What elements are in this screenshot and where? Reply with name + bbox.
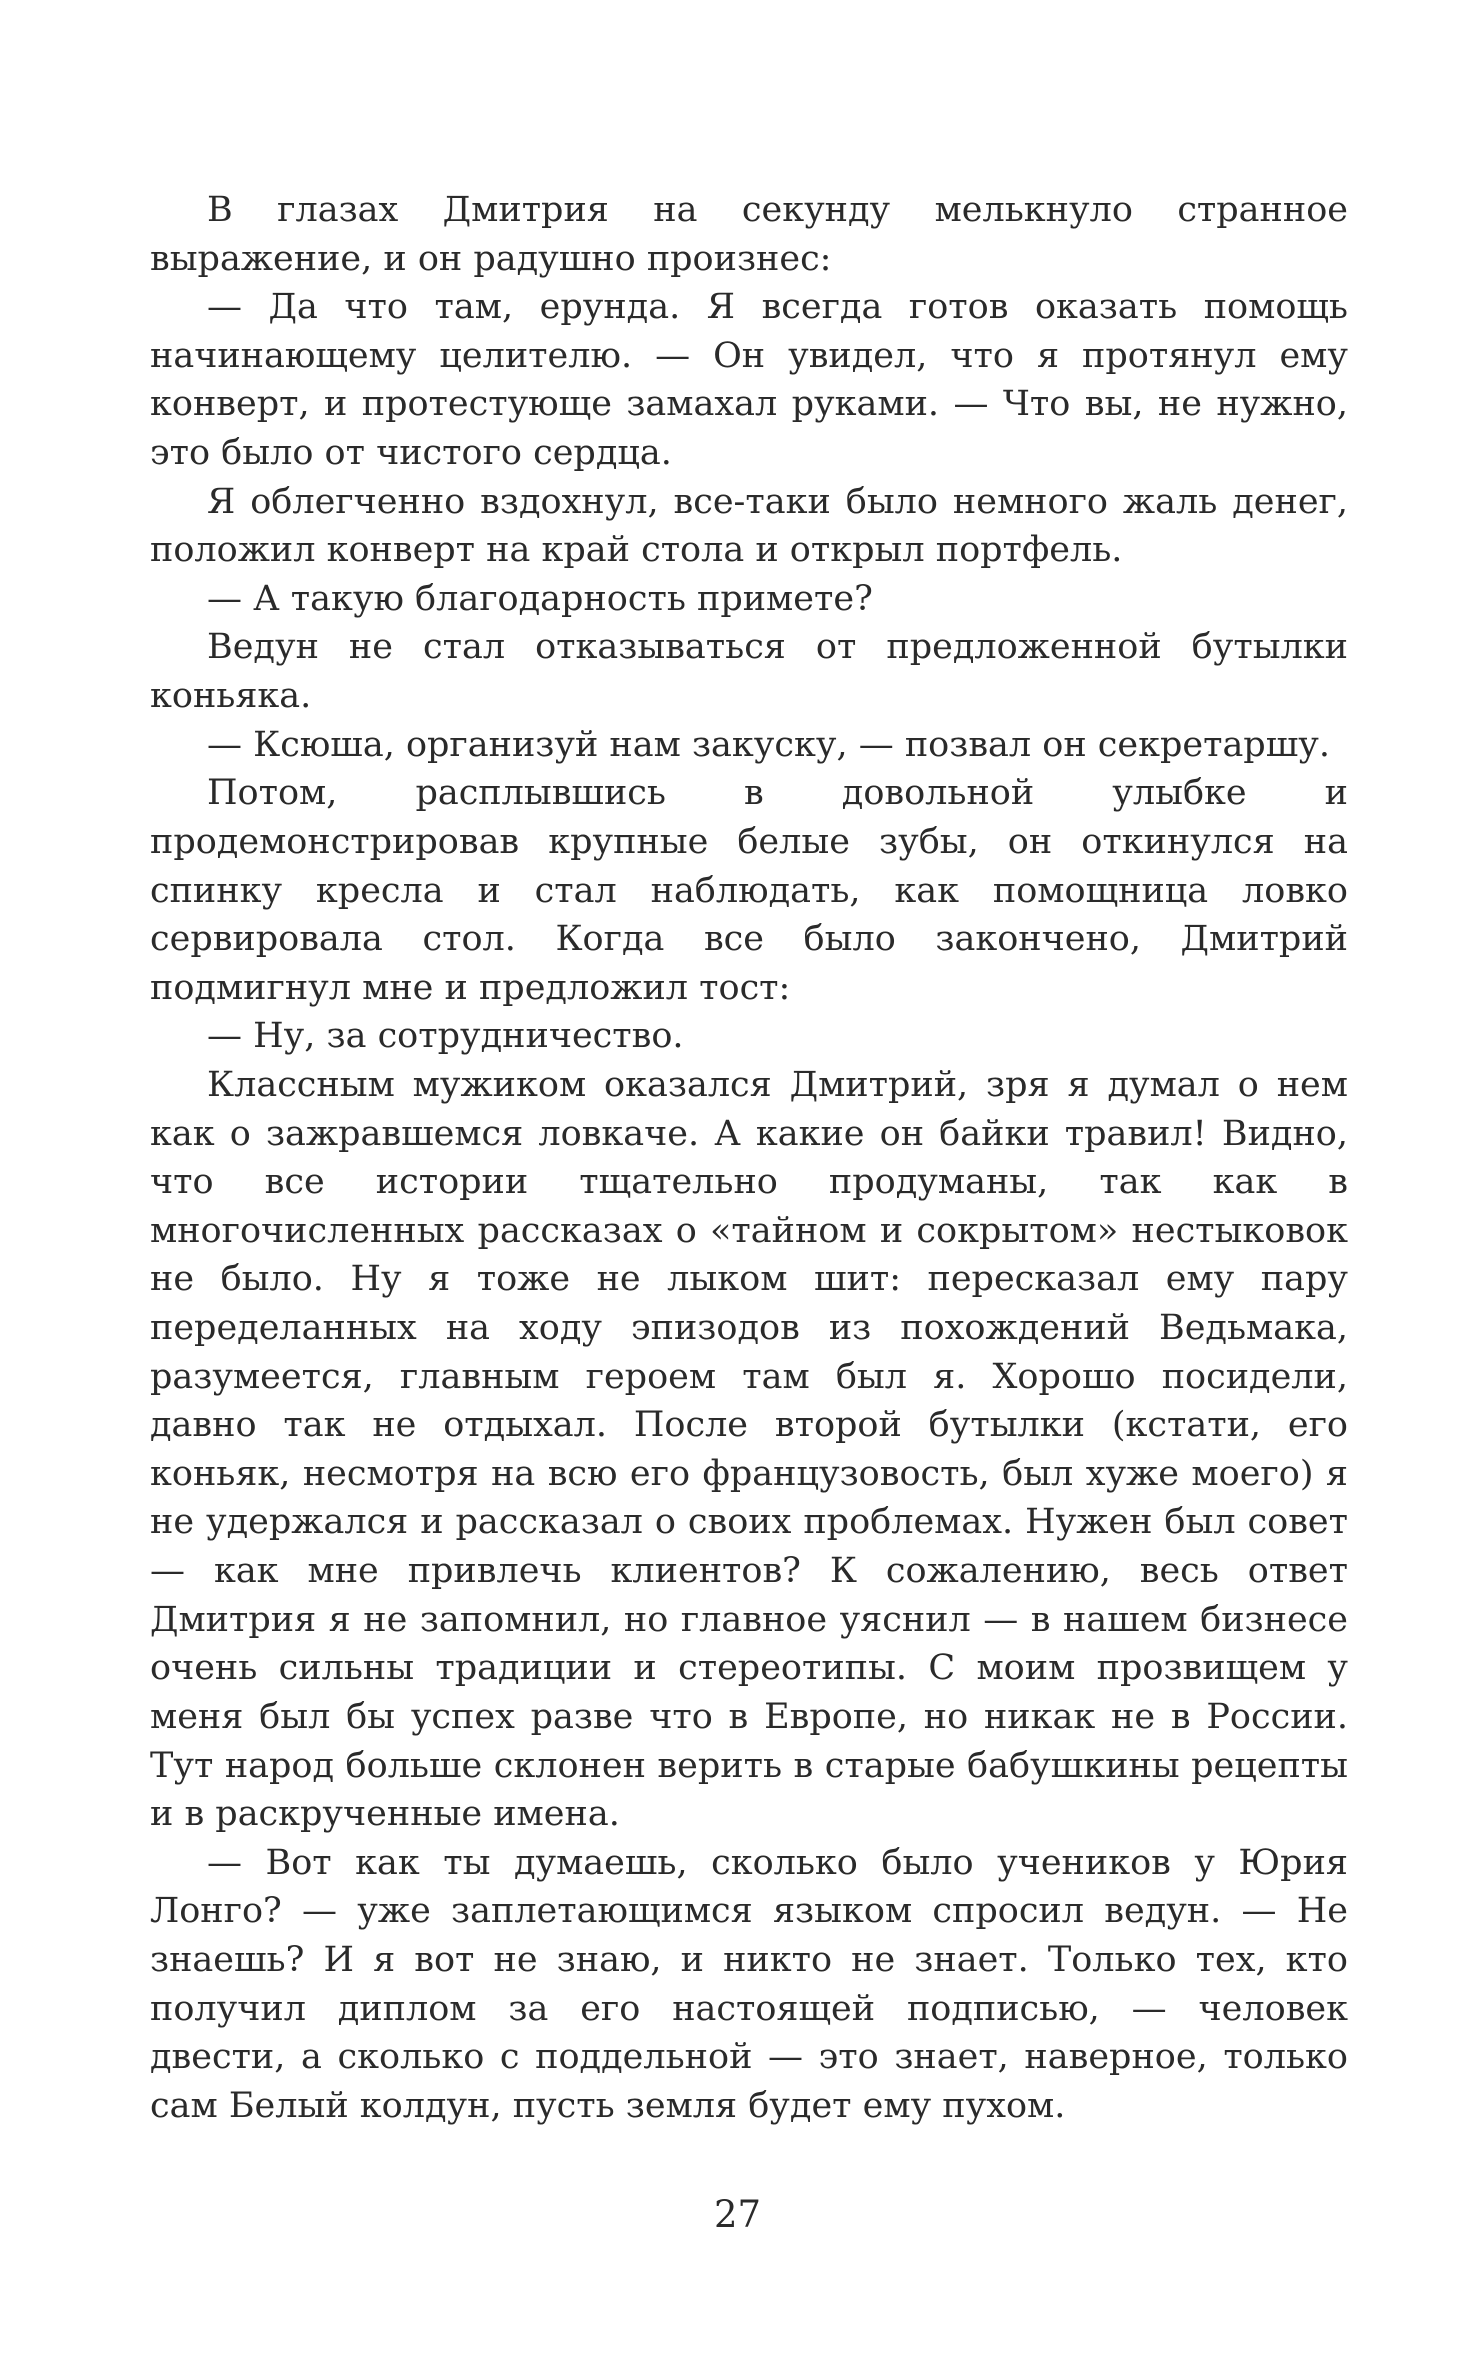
- paragraph: — Ксюша, организуй нам закуску, — позвал он секретаршу.: [207, 724, 1330, 765]
- paragraph: Классным мужиком оказался Дмитрий, зря я думал о нем как о зажравшемся ловкаче. А какие он байки травил! Видно, что все истории тщательно продуманы, так как в многочисленных рассказах о «тайном и сокрытом» нестыковок не было. Ну я тоже не лыком шит: пересказал ему пару переделанных на ходу эпизодов из похождений Ведьмака, разумеется, главным героем там был я. Хорошо посидели, давно так не отдыхал. После второй бутылки (кстати, его коньяк, несмотря на всю его французовость, был хуже моего) я не удержался и рассказал о своих проблемах. Нужен был совет — как мне привлечь клиентов? К сожалению, весь ответ Дмитрия я не запомнил, но главное уяснил — в нашем бизнесе очень сильны традиции и стереотипы. С моим прозвищем у меня был бы успех разве что в Европе, но никак не в России. Тут народ больше склонен верить в старые бабушкины рецепты и в раскрученные имена.: [150, 1064, 1348, 1835]
- paragraph: — Вот как ты думаешь, сколько было учеников у Юрия Лонго? — уже заплетающимся языком спросил ведун. — Не знаешь? И я вот не знаю, и никто не знает. Только тех, кто получил диплом за его настоящей подписью, — человек двести, а сколько с поддельной — это знает, наверное, только сам Белый колдун, пусть земля будет ему пухом.: [150, 1842, 1348, 2126]
- paragraph: — Да что там, ерунда. Я всегда готов оказать помощь начинающему целителю. — Он увидел, что я протянул ему конверт, и протестующе замахал руками. — Что вы, не нужно, это было от чистого сердца.: [150, 287, 1348, 474]
- paragraph: Ведун не стал отказываться от предложенной бутылки коньяка.: [150, 627, 1348, 717]
- page-number: 27: [713, 2193, 762, 2236]
- page-text: [150, 186, 1348, 2130]
- paragraph: — Ну, за сотрудничество.: [207, 1016, 684, 1057]
- paragraph: — А такую благодарность примете?: [207, 578, 873, 619]
- paragraph: В глазах Дмитрия на секунду мелькнуло странное выражение, и он радушно произнес:: [150, 190, 1348, 279]
- paragraph: Потом, расплывшись в довольной улыбке и продемонстрировав крупные белые зубы, он откинулся на спинку кресла и стал наблюдать, как помощница ловко сервировала стол. Когда все было закончено, Дмитрий подмигнул мне и предложил тост:: [150, 773, 1348, 1008]
- paragraph: Я облегченно вздохнул, все-таки было немного жаль денег, положил конверт на край стола и открыл портфель.: [150, 481, 1348, 571]
